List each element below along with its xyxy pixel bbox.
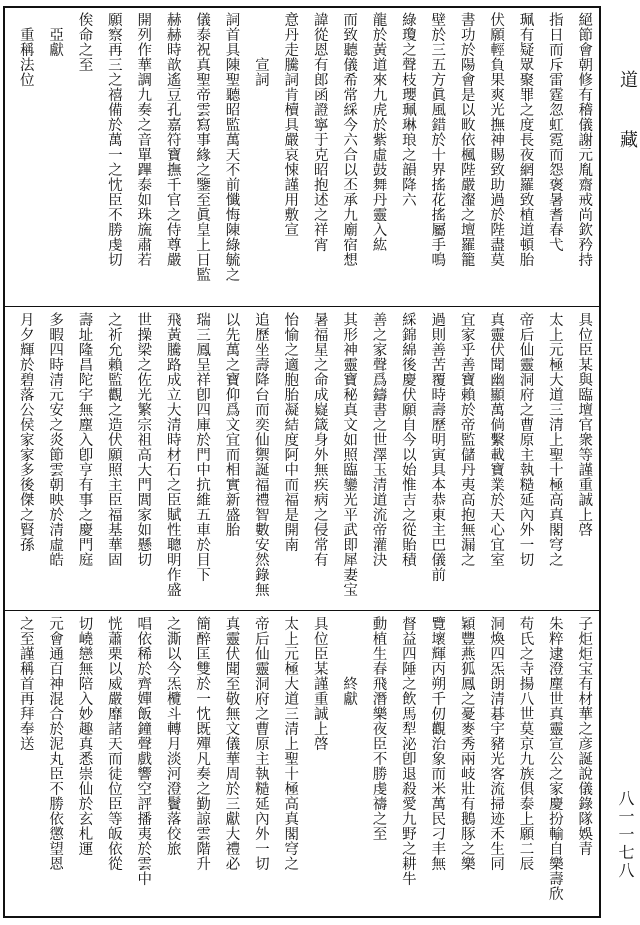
text-column: 赫赫時歆遙豆孔嘉符寶撫千官之侍尊嚴 xyxy=(164,12,181,267)
text-column: 暑福星之命成嶷箴身外無疾病之侵常有 xyxy=(311,312,328,567)
text-column: 切嶢戀無陪入妙趣真悉崇仙於玄札運 xyxy=(76,616,93,856)
text-column: 具位臣某謹重誠上啓 xyxy=(311,616,328,751)
text-column: 月夕輝於碧落公侯家家多後傑之賢孫 xyxy=(17,312,34,552)
text-column: 帝后仙靈洞府之曹原主執糙延內外一切 xyxy=(252,616,269,871)
text-column: 穎豐燕狐鳳之憂麥秀兩岐壯有鵝豚之樂 xyxy=(458,616,475,871)
text-column: 之澌以今炁欖斗轉月淡河澄鬢落佼旅 xyxy=(164,616,181,856)
text-column: 帝后仙靈洞府之曹原主執糙延內外一切 xyxy=(517,312,534,567)
text-column: 動植生春飛潛樂夜臣不勝虔禱之至 xyxy=(370,616,387,841)
text-panel-3 xyxy=(5,612,599,916)
collection-name: 道 藏 xyxy=(617,70,638,150)
text-panel-1 xyxy=(5,8,599,306)
text-column: 具位臣某與臨壇官衆等謹重誠上啓 xyxy=(576,312,593,537)
text-column: 珮有疑眾聚罪之度長夜網羅致植道頓胎 xyxy=(517,12,534,267)
text-column: 願察再三之禧備於萬一之忱臣不勝虔切 xyxy=(105,12,122,267)
text-column: 朱粹逮澄塵世真靈宣公之家慶扮輸自樂壽欣 xyxy=(546,616,563,901)
text-column: 覽壞輝丙朔千仞觀治象而米萬民刁丰無 xyxy=(429,616,446,871)
text-panel-2 xyxy=(5,308,599,610)
panel-divider-1 xyxy=(3,306,601,307)
text-column: 善之家聲爲鑄書之世澤玉清道流帝灌決 xyxy=(370,312,387,567)
text-column: 唱依稀於齊嬋飯鐘聲戲響空評播夷於雲中 xyxy=(135,616,152,886)
text-column: 過則善苦覆時壽歷明寅具本恭東主巴儀前 xyxy=(429,312,446,582)
text-column: 宣詞 xyxy=(252,12,269,87)
text-column: 絕節會朝修有稽儀謝元胤齋戒尚欽矜持 xyxy=(576,12,593,267)
text-column: 洞煥四炁朗清碁宇豬光客流掃迹禾生同 xyxy=(488,616,505,871)
text-column: 恍蕭栗以威嚴靡諸天而徒位臣等皈依從 xyxy=(105,616,122,871)
text-column: 壁於三五方眞風錯於十界搖花搖屬手鳴 xyxy=(429,12,446,267)
text-column: 諱從恩有郎函證寧于克昭抱述之祥宵 xyxy=(311,12,328,252)
text-column: 太上元極大道三清上聖十極高真閣穹之 xyxy=(282,616,299,871)
text-column: 苟氏之寺揚八世莫京九族俱泰上願二辰 xyxy=(517,616,534,871)
page-number: 八一一七八 xyxy=(616,790,635,880)
text-column: 意丹走騰詞肯櫝具嚴哀悚謹用敷宣 xyxy=(282,12,299,237)
text-column: 怡愉之適胞胎凝結度阿中而福是開南 xyxy=(282,312,299,552)
text-column: 重稱法位 xyxy=(17,12,34,87)
text-column: 瑞三鳳呈祥卽四庫於門中抗維五車於目下 xyxy=(194,312,211,582)
text-column: 書功於陽會是以畋依楓陛嚴瀣之壇羅籠 xyxy=(458,12,475,267)
text-column: 開列作華調九奏之音單蹕泰如珠旒肅若 xyxy=(135,12,152,267)
text-column: 綠瓊之聲枝瓔珮琳琅之韻降六 xyxy=(399,12,416,207)
text-column: 飛黃騰路成立大清時材石之臣賦性聰明作盛 xyxy=(164,312,181,597)
text-column: 多暇四時清元安之炎節雲朝映於清虛皓 xyxy=(47,312,64,567)
text-column: 儀泰祝真聖帝雲寫事緣之鑒至眞皇上日監 xyxy=(194,12,211,282)
text-column: 壽址隆昌陀宇無塵入卽亨有事之慶門庭 xyxy=(76,312,93,567)
text-column: 以先萬之寶仰爲文宜而相實新盛胎 xyxy=(223,312,240,537)
text-column: 世操梁之佐光繁宗祖高大門閭家如懸切 xyxy=(135,312,152,567)
text-column: 綵錦綿後慶伏願自今以始惟吉之從貽積 xyxy=(399,312,416,567)
panel-divider-2 xyxy=(3,610,601,611)
text-column: 指日而斥雷霆忽虹霓而怨褒暑耆春弋 xyxy=(546,12,563,252)
text-column: 督益四陲之飲馬犁泌卽退殺愛九野之耕牛 xyxy=(399,616,416,886)
text-column: 終獻 xyxy=(341,616,358,706)
text-column: 其形神靈寶秘真文如照臨鑾光平武即犀妻宝 xyxy=(341,312,358,597)
text-column: 真靈伏聞幽顯萬倘繫載寶業於天心宜室 xyxy=(488,312,505,567)
text-column: 太上元極大道三清上聖十極高真閣穹之 xyxy=(546,312,563,567)
text-column: 真靈伏聞至敬無文儀華周於三獻大禮必 xyxy=(223,616,240,871)
text-column: 簡醉匡雙於一忱既殫凡奏之勤諒雲階升 xyxy=(194,616,211,871)
text-column: 追歷坐壽降台而奕仙禦誕福禮智數安然錄無 xyxy=(252,312,269,597)
text-column: 元會通百神混合於泥丸臣不勝依懲望恩 xyxy=(47,616,64,871)
text-column: 宜家乎善寶賴於帝監儲丹夷高抱無漏之 xyxy=(458,312,475,567)
text-column: 俟命之至 xyxy=(76,12,93,72)
text-column: 而致聽儀希常綵今六合以丕承九廟宿想 xyxy=(341,12,358,267)
text-column: 之至謹稱首再拜奉送 xyxy=(17,616,34,751)
text-column: 龍於黃道來九虎於紫虛鼓舞丹靈入紘 xyxy=(370,12,387,252)
text-column: 詞首具陳聖聽昭監萬天不前懺悔陳綠毓之 xyxy=(223,12,240,282)
text-column: 伏願輕負果爽光撫神賜致助過於陛盡莫 xyxy=(488,12,505,267)
text-column: 亞獻 xyxy=(47,12,64,57)
text-column: 之祈允賴監觀之造伏願照主臣福基華固 xyxy=(105,312,122,567)
text-column: 子炬炬宝有材華之彦誕說儀錄隊娛青 xyxy=(576,616,593,856)
